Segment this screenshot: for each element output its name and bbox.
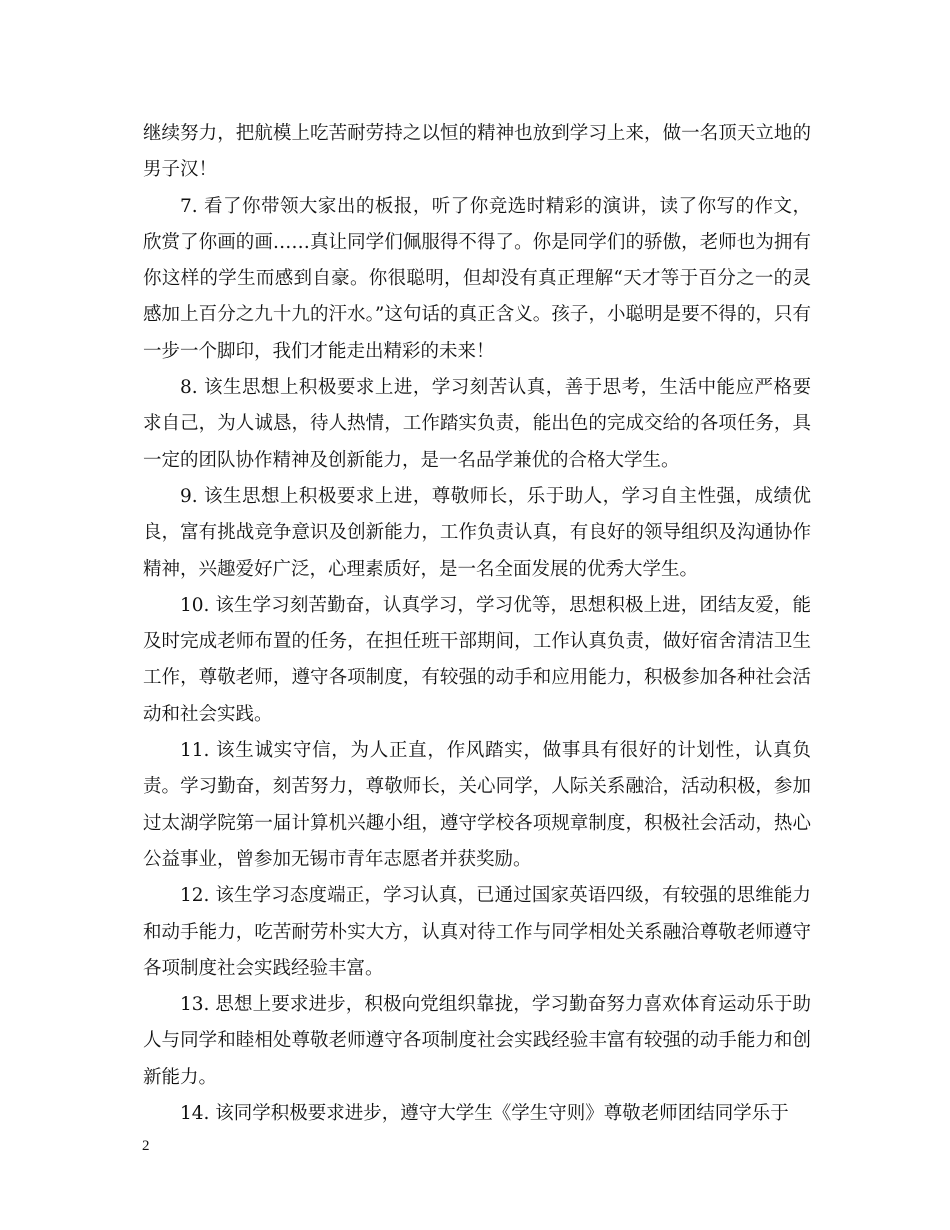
document-body (143, 116, 811, 1132)
page-number: 2 (142, 1138, 150, 1154)
paragraph-item-7: 7. 看了你带领大家出的板报，听了你竞选时精彩的演讲，读了你写的作文，欣赏了你画的画……真让同学们佩服得不得了。你是同学们的骄傲，老师也为拥有你这样的学生而感到自豪。你很聪明，但却没有真正理解“天才等于百分之一的灵感加上百分之九十九的汗水。”这句话的真正含义。孩子，小聪明是要不得的，只有一步一个脚印，我们才能走出精彩的未来！ (143, 195, 811, 362)
paragraph-item-9: 9. 该生思想上积极要求上进，尊敬师长，乐于助人，学习自主性强，成绩优良，富有挑战竞争意识及创新能力，工作负责认真，有良好的领导组织及沟通协作精神，兴趣爱好广泛，心理素质好，是一名全面发展的优秀大学生。 (143, 485, 811, 580)
paragraph-item-10: 10. 该生学习刻苦勤奋，认真学习，学习优等，思想积极上进，团结友爱，能及时完成老师布置的任务，在担任班干部期间，工作认真负责，做好宿舍清洁卫生工作，尊敬老师，遵守各项制度，有较强的动手和应用能力，积极参加各种社会活动和社会实践。 (143, 594, 811, 725)
paragraph-continuation: 继续努力，把航模上吃苦耐劳持之以恒的精神也放到学习上来，做一名顶天立地的男子汉！ (143, 123, 811, 181)
paragraph-item-12: 12. 该生学习态度端正，学习认真，已通过国家英语四级，有较强的思维能力和动手能力，吃苦耐劳朴实大方，认真对待工作与同学相处关系融洽尊敬老师遵守各项制度社会实践经验丰富。 (143, 885, 811, 979)
paragraph-item-13: 13. 思想上要求进步，积极向党组织靠拢，学习勤奋努力喜欢体育运动乐于助人与同学和睦相处尊敬老师遵守各项制度社会实践经验丰富有较强的动手能力和创新能力。 (143, 994, 811, 1088)
paragraph-item-14: 14. 该同学积极要求进步，遵守大学生《学生守则》尊敬老师团结同学乐于 (180, 1103, 789, 1125)
paragraph-item-8: 8. 该生思想上积极要求上进，学习刻苦认真，善于思考，生活中能应严格要求自己，为人诚恳，待人热情，工作踏实负责，能出色的完成交给的各项任务，具一定的团队协作精神及创新能力，是一名品学兼优的合格大学生。 (143, 377, 811, 471)
paragraph-item-11: 11. 该生诚实守信，为人正直，作风踏实，做事具有很好的计划性，认真负责。学习勤奋，刻苦努力，尊敬师长，关心同学，人际关系融洽，活动积极，参加过太湖学院第一届计算机兴趣小组，遵守学校各项规章制度，积极社会活动，热心公益事业，曾参加无锡市青年志愿者并获奖励。 (143, 740, 811, 870)
